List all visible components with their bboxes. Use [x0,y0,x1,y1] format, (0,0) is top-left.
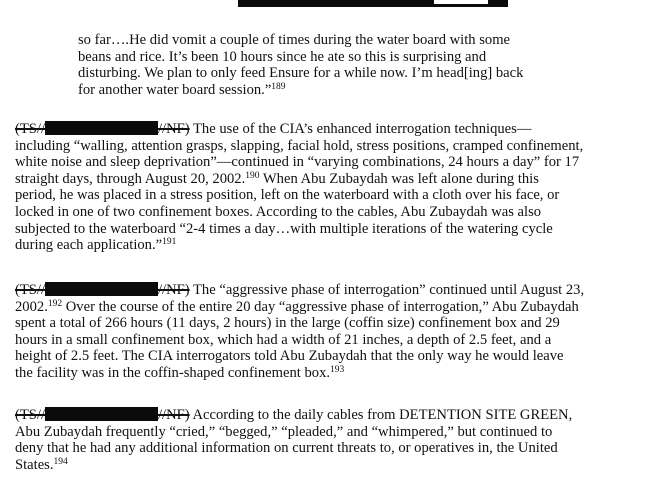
footnote-ref: 191 [162,237,177,248]
footnote-ref: 192 [47,298,63,309]
paragraph-2: (TS// //NF) The “aggressive phase of interrogation” continued until August 23, 2002.$^{192}$ Over the course of the entire 20 day “aggressive phase of interrogation,” Abu Zubaydah spent a total of 266 hours (11 days, 2 hours) in the large (coffin size) confinement box and 29 hours in a small confinement box, which had a width of 21 inches, a depth of 2.5 feet, and a height of 2.5 feet. The CIA interrogators told Abu Zubaydah that the only way he would leave the facility was in the coffin-shaped confinement box.$^{193}$ [15,282,585,381]
quote-line: disturbing. We plan to only feed Ensure for a while now. I’m head[ing] back [78,65,524,82]
redaction-bar-top [238,0,508,7]
redaction-box [45,282,158,296]
footnote-ref: 193 [330,364,345,375]
quote-line: beans and rice. It’s been 10 hours since he ate so this is surprising and [78,48,487,65]
paragraph-1: (TS// //NF) The use of the CIA’s enhanced interrogation techniques— including “walling, attention grasps, slapping, facial hold, stress positions, cramped confinement, white noise and sleep deprivation”—continued in “varying combinations, 24 hours a day” for 17 straight days, through August 20, 2002.$^{190}$ When Abu Zubaydah was left alone during this period, he was placed in a stress position, left on the waterboard with a cloth over his face, or locked in one of two confinement boxes. According to the cables, Abu Zubaydah was also subjected to the waterboard “2-4 times a day…with multiple iterations of the watering cycle during each application.”$^{191}$ [15,121,584,254]
classification-marking: (TS// //NF) [15,121,190,137]
footnote-ref: 189 [271,81,286,92]
footnote-ref: 194 [53,456,68,467]
paragraph-3: (TS// //NF) According to the daily cables from DETENTION SITE GREEN, Abu Zubaydah frequently “cried,” “begged,” “pleaded,” and “whimpered,” but continued to deny that he had any additional information on current threats to, or operatives in, the United States.$^{194}$ [15,407,573,473]
quote-line: for another water board session.”$^{189}$ [78,81,286,98]
quote-block [78,32,523,98]
redaction-box [45,407,158,421]
footnote-ref: 190 [245,170,260,181]
classification-marking: (TS// //NF) [15,407,190,423]
classification-marking: (TS// //NF) [15,282,190,298]
quote-line: so far….He did vomit a couple of times during the water board with some [78,32,511,48]
redaction-box [45,121,158,135]
